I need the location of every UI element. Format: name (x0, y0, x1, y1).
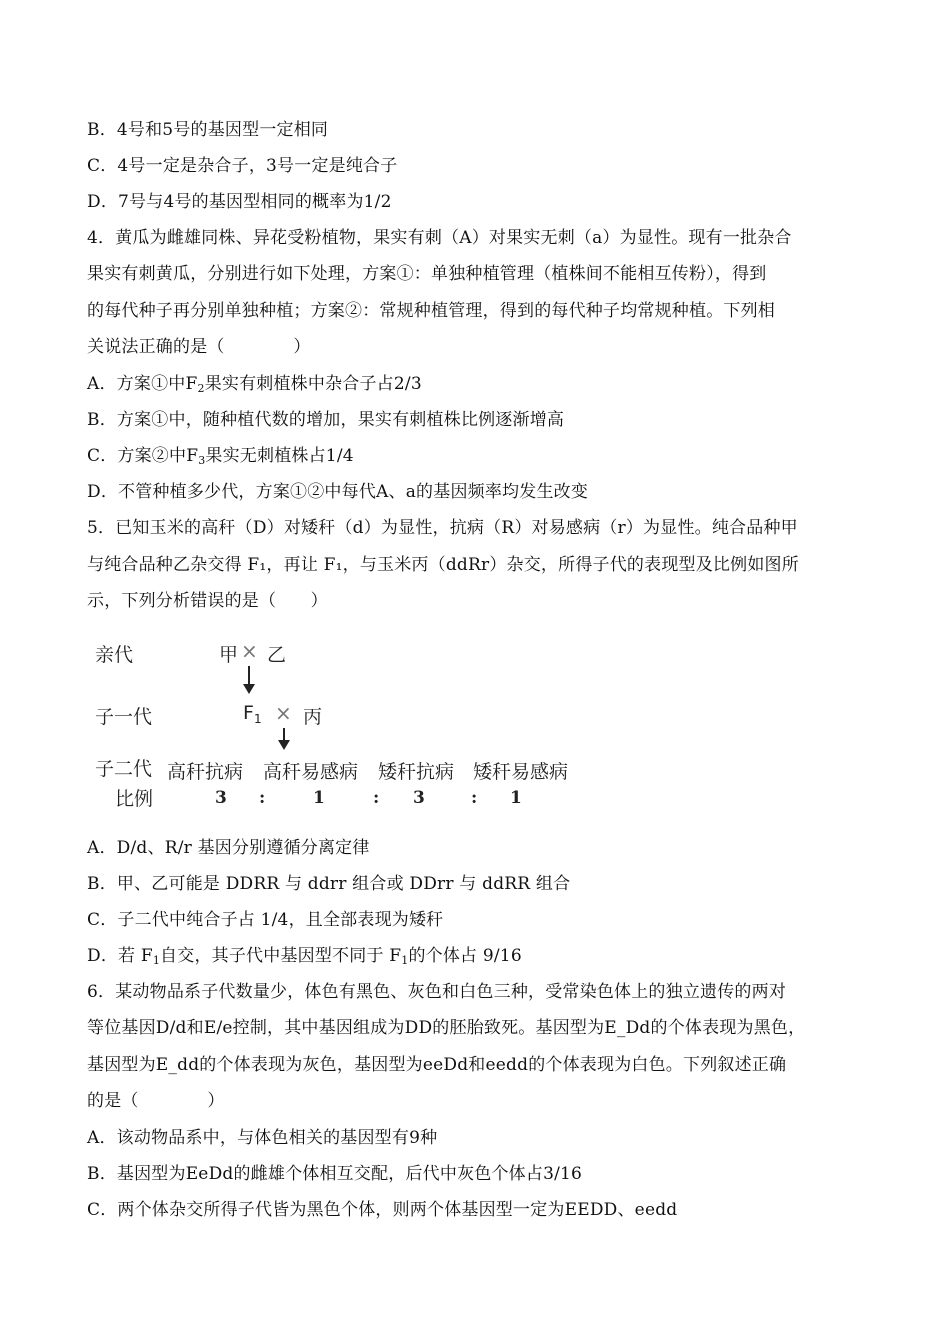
ratio-2: 1 (313, 788, 325, 808)
q6-option-a: A．该动物品系中，与体色相关的基因型有9种 (87, 1128, 438, 1148)
f1-symbol (243, 702, 262, 726)
q4-stem-line-2: 果实有刺黄瓜，分别进行如下处理，方案①：单独种植管理（植株间不能相互传粉），得到 (87, 264, 767, 284)
label-f2-generation: 子二代 (95, 758, 153, 780)
q5-option-d-sub2: 1 (401, 954, 409, 967)
f1-subscript: 1 (253, 712, 262, 726)
q6-option-b: B．基因型为EeDd的雌雄个体相互交配，后代中灰色个体占3/16 (87, 1164, 583, 1184)
q4-option-a (87, 372, 422, 401)
q4-option-d: D．不管种植多少代，方案①②中每代A、a的基因频率均发生改变 (87, 482, 589, 502)
third-bing: 丙 (303, 706, 323, 728)
q4-option-b: B．方案①中，随种植代数的增加，果实有刺植株比例逐渐增高 (87, 410, 565, 430)
q4-option-a-post: 果实有刺植株中杂合子占2/3 (204, 374, 422, 394)
ratio-sep-1: : (259, 788, 266, 808)
q3-option-d: D．7号与4号的基因型相同的概率为1/2 (87, 192, 392, 212)
q4-option-c-sub: 3 (198, 454, 206, 467)
ratio-sep-3: : (471, 788, 478, 808)
q6-option-c: C．两个体杂交所得子代皆为黑色个体，则两个体基因型一定为EEDD、eedd (87, 1200, 678, 1220)
phenotype-4: 矮秆易感病 (473, 761, 569, 783)
q4-option-a-sub: 2 (197, 382, 205, 395)
q4-option-a-pre: A．方案①中F (87, 374, 198, 394)
q4-stem-line-4: 关说法正确的是（ ） (87, 337, 311, 357)
q5-option-d (87, 944, 522, 973)
q4-stem-line-3: 的每代种子再分别单独种植；方案②：常规种植管理，得到的每代种子均常规种植。下列相 (87, 301, 775, 321)
q5-option-d-sub1: 1 (152, 954, 161, 967)
q5-option-a: A．D/d、R/r 基因分别遵循分离定律 (87, 838, 370, 858)
ratio-1: 3 (215, 788, 227, 808)
q6-stem-line-3: 基因型为E_dd的个体表现为灰色，基因型为eeDd和eedd的个体表现为白色。下列叙述正确 (87, 1055, 787, 1075)
q5-option-d-pre: D．若 F (87, 946, 153, 966)
q5-option-d-post: 的个体占 9/16 (408, 946, 522, 966)
q5-stem-line-3: 示，下列分析错误的是（ ） (87, 591, 328, 611)
q5-stem-line-1: 5．已知玉米的高秆（D）对矮秆（d）为显性，抗病（R）对易感病（r）为显性。纯合品种甲 (87, 518, 798, 538)
q4-option-c-post: 果实无刺植株占1/4 (205, 446, 354, 466)
q3-option-b: B．4号和5号的基因型一定相同 (87, 120, 329, 140)
f1-letter: F (243, 702, 254, 724)
cross-symbol-2: × (275, 701, 292, 725)
cross-symbol-1: × (241, 639, 258, 663)
q3-option-c: C．4号一定是杂合子，3号一定是纯合子 (87, 156, 398, 176)
ratio-3: 3 (413, 788, 425, 808)
parent-yi: 乙 (267, 644, 287, 666)
parent-jia: 甲 (219, 644, 239, 666)
q6-stem-line-2: 等位基因D/d和E/e控制，其中基因组成为DD的胚胎致死。基因型为E_Dd的个体表现为黑色， (87, 1018, 806, 1038)
q4-option-c (87, 444, 354, 473)
label-ratio: 比例 (115, 788, 154, 810)
arrow-down-1 (248, 666, 250, 692)
genetic-cross-diagram (95, 632, 615, 812)
label-parent-generation: 亲代 (95, 644, 134, 666)
arrow-down-2 (283, 728, 285, 748)
ratio-4: 1 (510, 788, 522, 808)
phenotype-1: 高秆抗病 (167, 761, 244, 783)
q5-option-c: C．子二代中纯合子占 1/4，且全部表现为矮秆 (87, 910, 444, 930)
q5-option-b: B．甲、乙可能是 DDRR 与 ddrr 组合或 DDrr 与 ddRR 组合 (87, 874, 571, 894)
q4-option-c-pre: C．方案②中F (87, 446, 199, 466)
q6-stem-line-1: 6．某动物品系子代数量少，体色有黑色、灰色和白色三种，受常染色体上的独立遗传的两对 (87, 982, 787, 1002)
phenotype-3: 矮秆抗病 (378, 761, 455, 783)
q5-option-d-mid: 自交，其子代中基因型不同于 F (160, 946, 402, 966)
q5-stem-line-2: 与纯合品种乙杂交得 F₁，再让 F₁，与玉米丙（ddRr）杂交，所得子代的表现型及比例如图所 (87, 555, 799, 575)
q4-stem-line-1: 4．黄瓜为雌雄同株、异花受粉植物，果实有刺（A）对果实无刺（a）为显性。现有一批杂合 (87, 228, 792, 248)
ratio-sep-2: : (373, 788, 380, 808)
q6-stem-line-4: 的是（ ） (87, 1091, 225, 1111)
phenotype-2: 高秆易感病 (263, 761, 359, 783)
label-f1-generation: 子一代 (95, 706, 153, 728)
